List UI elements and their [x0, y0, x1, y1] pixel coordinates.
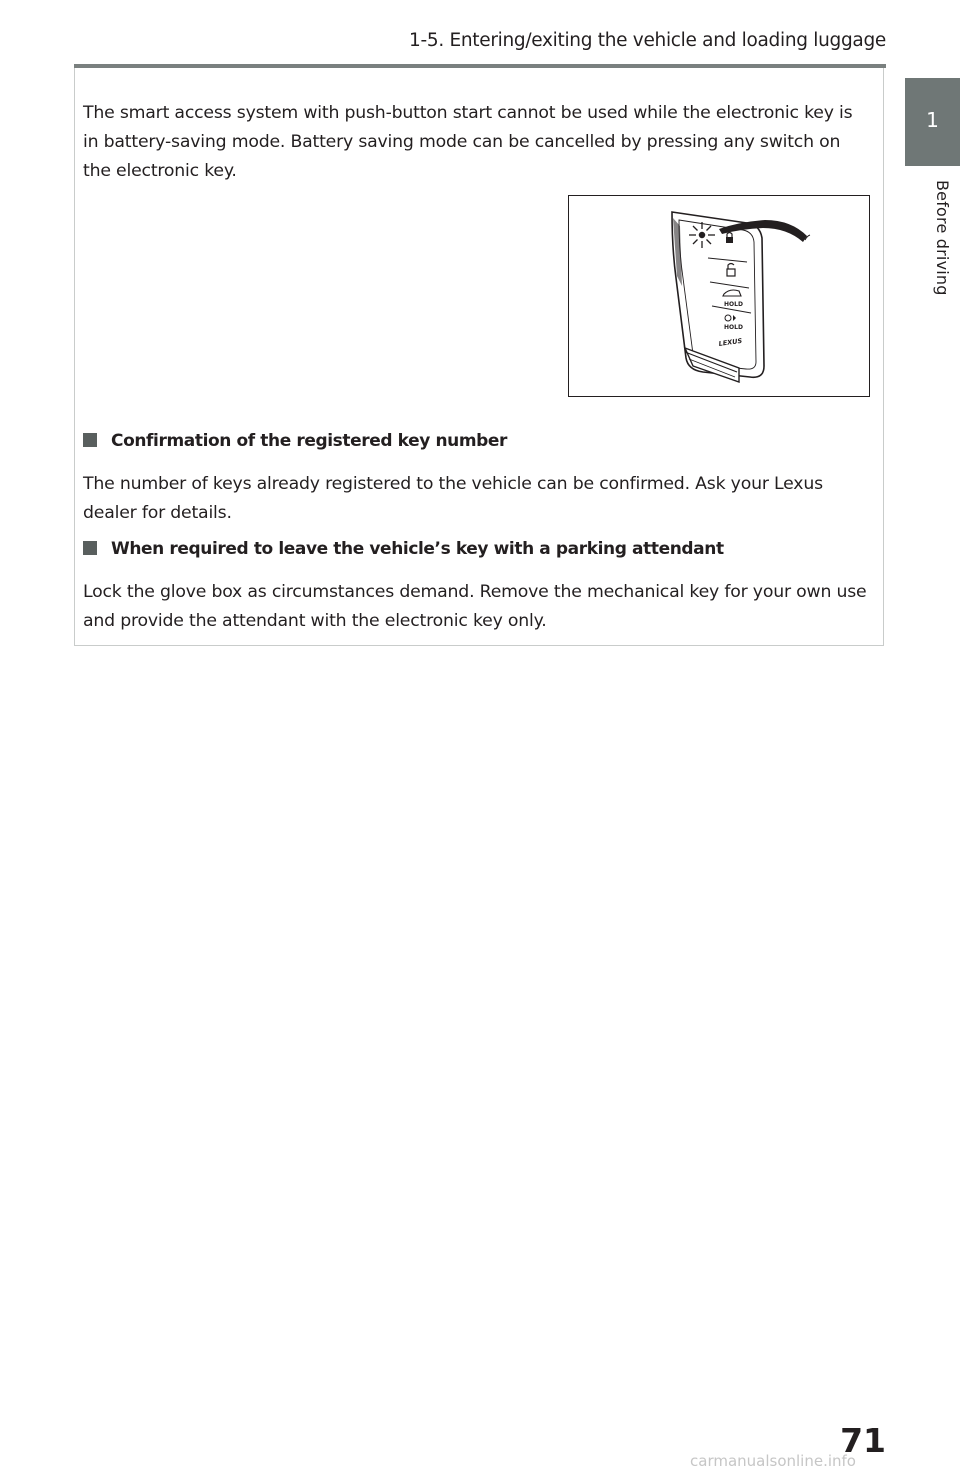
section-heading: [83, 431, 507, 451]
chapter-title: Before driving: [933, 180, 952, 296]
section-body: The number of keys already registered to the vehicle can be confirmed. Ask your Lexus dealer for details.: [83, 474, 823, 523]
bullet-square-icon: [83, 433, 97, 447]
electronic-key-drawing: [569, 196, 869, 396]
running-header: 1-5. Entering/exiting the vehicle and loading luggage: [409, 30, 886, 51]
chapter-number: 1: [926, 108, 939, 132]
hold-label-trunk: HOLD: [724, 301, 743, 308]
intro-paragraph: The smart access system with push-button start cannot be used while the electronic key is in battery-saving mode. Battery saving mode can be cancelled by pressing any switch on the electronic key.: [83, 103, 853, 181]
hold-label-alarm: HOLD: [724, 324, 743, 331]
bullet-square-icon: [83, 541, 97, 555]
electronic-key-illustration: [568, 195, 870, 397]
section-heading-text: Confirmation of the registered key number: [111, 431, 508, 451]
section-body: Lock the glove box as circumstances demand. Remove the mechanical key for your own use and provide the attendant with the electronic key only.: [83, 582, 867, 631]
section-heading-text: When required to leave the vehicle’s key with a parking attendant: [111, 539, 724, 559]
page-number: 71: [840, 1421, 886, 1460]
lexus-logo: LEXUS: [718, 336, 743, 348]
watermark: carmanualsonline.info: [690, 1452, 856, 1470]
section-heading: [83, 539, 724, 559]
chapter-tab[interactable]: [905, 78, 960, 166]
